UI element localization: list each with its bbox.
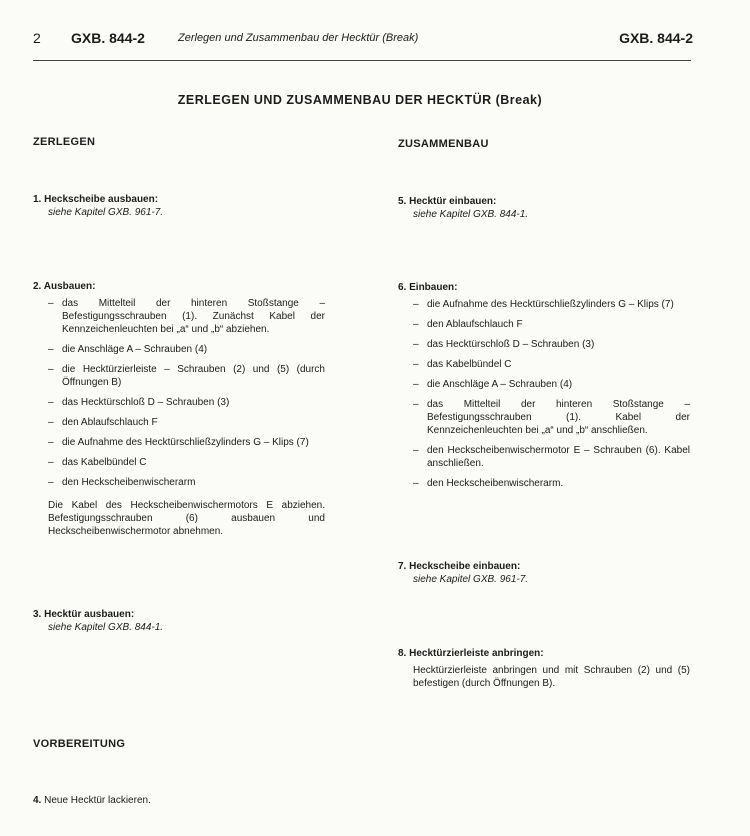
list-item: – das Mittelteil der hinteren Stoßstange – Befestigungsschrauben (1). Kabel der Kennzeichenleuchten bei „a“ und „b“ anschließen. bbox=[413, 398, 690, 437]
step-4-text: Neue Hecktür lackieren. bbox=[44, 795, 151, 806]
step-2-paragraph: Die Kabel des Heckscheibenwischermotors E abziehen. Befestigungsschrauben (6) ausbauen und Heckscheibenwischermotor abnehmen. bbox=[48, 500, 325, 537]
step-1-label: Heckscheibe ausbauen: bbox=[44, 194, 159, 205]
page-title: ZERLEGEN UND ZUSAMMENBAU DER HECKTÜR (Break) bbox=[177, 93, 543, 107]
step-1-number: 1. bbox=[33, 194, 42, 205]
step-7 bbox=[398, 560, 690, 586]
step-4-number: 4. bbox=[33, 795, 42, 806]
list-item: – den Heckscheibenwischerarm bbox=[48, 476, 325, 489]
list-item: – den Heckscheibenwischerarm. bbox=[413, 477, 690, 490]
step-2-title bbox=[33, 280, 325, 293]
step-1-title bbox=[33, 193, 325, 206]
step-6-label: Einbauen: bbox=[409, 282, 458, 293]
step-8-text: Hecktürzierleiste anbringen und mit Schrauben (2) und (5) befestigen (durch Öffnungen B). bbox=[413, 665, 690, 689]
section-title-zusammenbau: ZUSAMMENBAU bbox=[398, 138, 489, 150]
step-2-number: 2. bbox=[33, 281, 42, 292]
list-item: – das Mittelteil der hinteren Stoßstange – Befestigungsschrauben (1). Zunächst Kabel der Kennzeichenleuchten bei „a“ und „b“ abziehen. bbox=[48, 297, 325, 336]
section-title-zerlegen: ZERLEGEN bbox=[33, 136, 96, 148]
step-6 bbox=[398, 281, 690, 497]
step-4 bbox=[33, 794, 325, 807]
step-6-list bbox=[398, 298, 690, 490]
list-item: – den Ablaufschlauch F bbox=[413, 318, 690, 331]
step-6-title bbox=[398, 281, 690, 294]
step-3-label: Hecktür ausbauen: bbox=[44, 609, 135, 620]
step-5-label: Hecktür einbauen: bbox=[409, 196, 497, 207]
step-6-number: 6. bbox=[398, 282, 407, 293]
step-8 bbox=[398, 647, 690, 690]
step-2-label: Ausbauen: bbox=[43, 281, 96, 292]
list-item: – die Aufnahme des Hecktürschließzylinders G – Klips (7) bbox=[413, 298, 690, 311]
list-item: – den Heckscheibenwischermotor E – Schrauben (6). Kabel anschließen. bbox=[413, 444, 690, 470]
step-2 bbox=[33, 280, 325, 538]
list-item: – den Ablaufschlauch F bbox=[48, 416, 325, 429]
list-item: – die Anschläge A – Schrauben (4) bbox=[413, 378, 690, 391]
step-3-reference: siehe Kapitel GXB. 844-1. bbox=[48, 622, 164, 633]
list-item: – das Kabelbündel C bbox=[48, 456, 325, 469]
step-3 bbox=[33, 608, 325, 634]
step-8-label: Hecktürzierleiste anbringen: bbox=[409, 648, 544, 659]
step-8-number: 8. bbox=[398, 648, 407, 659]
step-5-reference: siehe Kapitel GXB. 844-1. bbox=[413, 209, 529, 220]
list-item: – die Aufnahme des Hecktürschließzylinders G – Klips (7) bbox=[48, 436, 325, 449]
list-item: – das Hecktürschloß D – Schrauben (3) bbox=[413, 338, 690, 351]
step-2-list bbox=[33, 297, 325, 489]
step-5 bbox=[398, 195, 690, 221]
step-7-title bbox=[398, 560, 690, 573]
step-3-number: 3. bbox=[33, 609, 42, 620]
list-item: – das Hecktürschloß D – Schrauben (3) bbox=[48, 396, 325, 409]
page-number: 2 bbox=[33, 30, 41, 46]
step-1 bbox=[33, 193, 325, 219]
document-code: GXB. 844-2 bbox=[71, 30, 145, 46]
step-7-reference: siehe Kapitel GXB. 961-7. bbox=[413, 574, 529, 585]
step-3-title bbox=[33, 608, 325, 621]
step-8-title bbox=[398, 647, 690, 660]
step-7-label: Heckscheibe einbauen: bbox=[409, 561, 521, 572]
step-7-number: 7. bbox=[398, 561, 407, 572]
section-title-vorbereitung: VORBEREITUNG bbox=[33, 738, 126, 750]
document-code-right: GXB. 844-2 bbox=[619, 30, 693, 46]
step-1-reference: siehe Kapitel GXB. 961-7. bbox=[48, 207, 164, 218]
list-item: – die Anschläge A – Schrauben (4) bbox=[48, 343, 325, 356]
header-divider bbox=[33, 60, 691, 61]
header-title: Zerlegen und Zusammenbau der Hecktür (Break) bbox=[178, 32, 419, 44]
step-5-number: 5. bbox=[398, 196, 407, 207]
list-item: – das Kabelbündel C bbox=[413, 358, 690, 371]
step-5-title bbox=[398, 195, 690, 208]
list-item: – die Hecktürzierleiste – Schrauben (2) und (5) (durch Öffnungen B) bbox=[48, 363, 325, 389]
